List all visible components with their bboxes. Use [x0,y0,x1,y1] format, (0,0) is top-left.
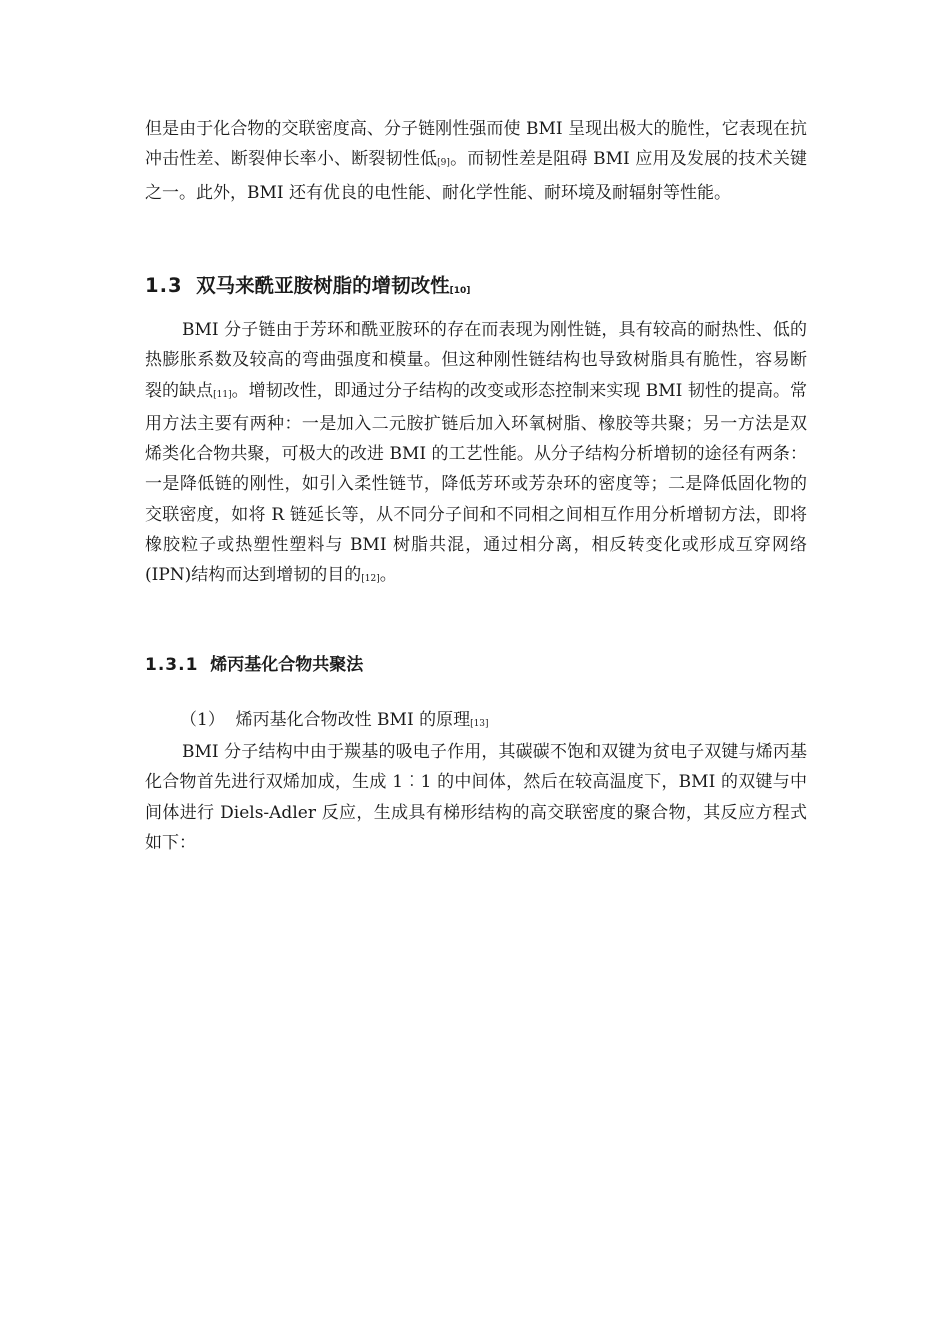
citation-ref: [13] [470,719,489,729]
section-number: 1.3 [145,274,183,297]
paragraph-text: 但是由于化合物的交联密度高、分子链刚性强而使 BMI 呈现出极大的脆性，它表现在抗冲击性差、断裂伸长率小、断裂韧性低 [145,119,807,170]
paragraph-text: 。 [379,565,397,586]
citation-ref: [9] [437,158,450,169]
section-heading-1-3-1 [145,653,363,677]
citation-ref: [11] [213,389,232,400]
paragraph-bmi-brittleness [145,114,807,208]
citation-ref: [12] [361,574,380,585]
list-item-principle [180,705,489,738]
paragraph-text-tail: 。而韧性差是阻碍 BMI 应用及发展的技术关键之一。此外，BMI 还有优良的电性能、耐化学性能、耐环境及耐辐射等性能。 [145,149,808,203]
paragraph-text: BMI 分子结构中由于羰基的吸电子作用，其碳碳不饱和双键为贫电子双键与烯丙基化合物首先进行双烯加成，生成 1︰1 的中间体，然后在较高温度下，BMI 的双键与中间体进行 Diels-Adler 反应，生成具有梯形结构的高交联密度的聚合物，其反应方程式如下： [145,742,807,853]
section-title: 双马来酰亚胺树脂的增韧改性 [196,274,450,297]
paragraph-text: BMI 分子链由于芳环和酰亚胺环的存在而表现为刚性链，具有较高的耐热性、低的热膨胀系数及较高的弯曲强度和模量。但这种刚性链结构也导致树脂具有脆性，容易断裂的缺点 [145,320,807,401]
citation-ref: [10] [449,286,471,296]
section-heading-1-3 [145,273,470,303]
paragraph-text: 。增韧改性，即通过分子结构的改变或形态控制来实现 BMI 韧性的提高。常用方法主要有两种：一是加入二元胺扩链后加入环氧树脂、橡胶等共聚；另一方法是双烯类化合物共聚，可极大的改进 BMI 的工艺性能。从分子结构分析增韧的途径有两条：一是降低链的刚性，如引入柔性链节，降低芳环或芳杂环的密度等；二是降低固化物的交联密度，如将 R 链延长等，从不同分子间和不同相之间相互作用分析增韧方法，即将橡胶粒子或热塑性塑料与 BMI 树脂共混，通过相分离，相反转变化或形成互穿网络(IPN)结构而达到增韧的目的 [145,380,808,586]
section-number: 1.3.1 [145,655,199,675]
paragraph-reaction [145,737,807,858]
item-text: 烯丙基化合物改性 BMI 的原理 [235,710,471,730]
section-title: 烯丙基化合物共聚法 [210,655,364,675]
paragraph-toughening [145,315,807,594]
item-label: （1） [180,710,225,730]
